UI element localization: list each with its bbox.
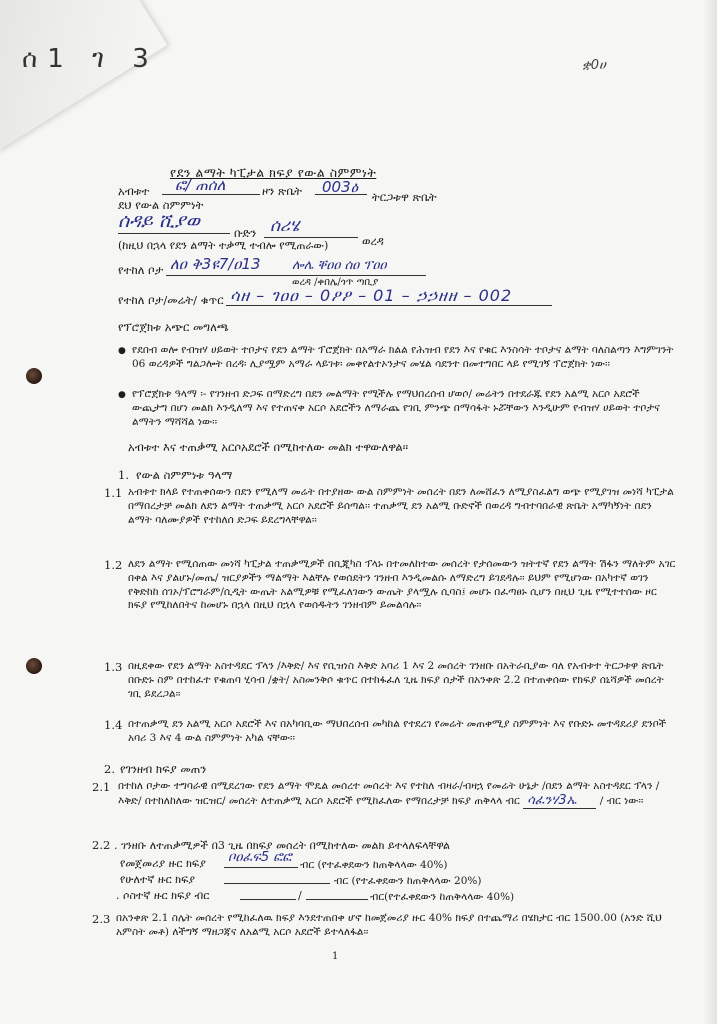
- plot-value: ሳዘ – ገዐዐ – 0ዖዖ – 01 – ኃኃዘዘ – 002: [230, 286, 513, 305]
- id-label: ዞን ጽቤት: [262, 184, 303, 198]
- section-2-number: 2.: [104, 762, 115, 776]
- payment-2-suffix: ብር (የተፈቀደውን ከጠቅላላው 20%): [334, 875, 482, 887]
- payment-1-value: ቦዐፈፍ5 ፎፎ: [228, 850, 292, 865]
- project-heading: የፕሮጀክቱ አጭር መግለጫ: [118, 320, 229, 334]
- para-2-1-number: 2.1: [92, 780, 111, 794]
- para-2-1-text-a: በተከለ ቦታው ተግባራዊ በሚደረገው የደን ልማት ሞዴል መሰረተ መሰረት እና የተከለ ብዛራ/ብዛኋ የመሬት ሁኔታ /በደን ልማት አስተዳደር ፕላን /እቅድ/ በተከለከለው ዝርዝር/ መሰረት ለተጠቃሚ አርሶ አደሮች የሚከፈለው የማበረታቻ ክፍያ ጠቅላላ ብር: [118, 780, 660, 807]
- woreda-label: ወረዳ: [362, 234, 384, 248]
- actor-value: ፎ/ ጠሰለ: [175, 176, 226, 194]
- document-title: የደን ልማት ካፒታል ክፍያ የውል ስምምነት: [170, 165, 377, 180]
- bullet-text-2: የፕሮጀክቱ ዓላማ ፡- የገንዘብ ድጋፍ በማድረግ በደን መልማት የሚችሉ የማህበረሰብ ሆወሶ/ መሬትን በተደራጁ የደን አልሚ አርሶ አደሮች ውጪታግ በሆነ መልክ እንዲለማ እና የተጠናቀ አርሶ አደሮችን ለማራጨ የገቢ ምንጭ በማሳፋት ኑሯቸውን እንዲሁም የብዝሃ ሀይወት ተቦታና ልማትን ማሻሻል ነው፡፡: [132, 388, 660, 428]
- payment-3-label: . ሶስተኛ ዙር ክፍያ ብር: [116, 889, 210, 902]
- total-amount-value: ሳፈንሃ3ኤ: [523, 793, 596, 809]
- payment-3-line-b: [306, 898, 368, 900]
- bullet-icon: ●: [118, 346, 126, 356]
- payment-3-suffix: ብር(የተፈቀደውን ከጠቅላላው 40%): [370, 891, 515, 903]
- binder-hole-icon: [26, 368, 42, 384]
- signer-line: [118, 232, 230, 234]
- region-value: ሰሪሄ: [270, 216, 300, 236]
- payment-2-line: [224, 882, 330, 884]
- plot-line: [226, 304, 552, 306]
- section-1-number: 1.: [118, 468, 129, 482]
- region-line: [264, 236, 358, 238]
- para-2-3-text: በአንቀጽ 2.1 ስሌት መሰረት የሚከፈለዉ ክፍያ እንደተጠበቀ ሆኖ ከመጀመሪያ ዙር 40% ክፍያ በተጨማሪ በሄክታር ብር 1500.00 (አንድ ሺህ አምስት መቶ) ለችግኝ ማዘጋጃና ለአልሚ አርሶ አደሮች ይተላለፋል፡፡: [116, 912, 662, 938]
- folded-corner: [0, 0, 167, 151]
- top-right-mark: ቋ0ሀ: [582, 58, 606, 73]
- binder-hole-icon: [26, 658, 42, 674]
- bullet-icon: ●: [118, 390, 126, 400]
- office-label: ትርጋቱዋ ጽቤት: [372, 190, 437, 204]
- para-1-2-text: ለደን ልማት የሚሰጠው መነሻ ካፒታል ተጠቃሚዎች በቢጂካስ ፕላኑ በተመለከተው መሰረት የታሰመውን ዝትተኛ የደን ልማት ሽፋን ማለትም አገር በቀል እና ያልሆኑ/መጤ/ ዝርያዎችን ማልማት እልቸሉ የወሰደትን ገንዘብ እንዲመልሱ ለማድረግ ይገደዳሉ፡፡ ይህም የሚሆነው በአካተኛ ወገን የቅድከከ ሰገኦ/ፕሮግራም/ሲዲት ውጤት አልሚዎቹ የሚፈለገውን ውጤት ያላሟሉ ሲባስ፤ መሆኑ በፈጣፀኑ ሲሆን በዚህ ጊዜ የሚተተሰው ዞር ክፍያ የሚከለበትና ከመሆኑ በኋላ በዚህ በኋላ የወሰዱትን ገንዘብም ይመልሳሉ፡፡: [128, 558, 676, 612]
- section-2-title: የገንዘብ ክፍያ መጠን: [120, 762, 207, 776]
- para-2-1-text: [118, 780, 674, 809]
- payment-3-slash: /: [298, 889, 302, 902]
- para-1-3-number: 1.3: [104, 660, 123, 674]
- corner-handwritten-mark: ሰ1 ገ 3: [22, 44, 159, 74]
- page-number: 1: [332, 951, 339, 962]
- para-1-2-number: 1.2: [104, 558, 123, 572]
- kebele-hand-second: ሎሌ ቐዐዐ ሰዐ ፕዐዐ: [292, 258, 387, 273]
- actor-label: አብቱተ: [118, 184, 150, 198]
- kebele-label: የተከለ ቦታ: [118, 263, 164, 277]
- payment-1-suffix: ብር (የተፈቀደውን ከጠቅላላው 40%): [300, 859, 448, 871]
- para-2-1-text-b: / ብር ነው፡፡: [599, 794, 644, 807]
- para-2-2-number: 2.2: [92, 838, 111, 852]
- note-line: (ከዚህ በኋላ የደን ልማት ተቃሚ ተብሎ የሚጠራው): [118, 239, 329, 252]
- para-2-2-text: . ገንዘቡ ለተጠቃሚዎች በ3 ጊዜ በክፍያ መሰረት በሚከተለው መልክ ይተላለፍላቸዋል: [114, 839, 451, 852]
- para-1-3-text: በዚደቀው የደን ልማት አስተዳደር ፕላን /እቅድ/ እና የቢዝነስ እቅድ አባሪ 1 እና 2 መሰረት ገንዘቡ በአትራቢያው ባለ የአብቱተ ትርጋቱዋ ጽቤት በቡድኑ ስም በተከፈተ የቁጠባ ሂሳብ /ቋት/ አስመንቅሶ ቁጥር በተከፋፈለ ጊዜ ክፍያ ሰታች በአንቀጽ 2.2 በተጠቀሰው የክፍያ ሰኒሻዎች መሰረት ገቢ ይደረጋል፡፡: [128, 660, 664, 700]
- payment-1-label: የመጀመሪያ ዙር ክፍያ: [120, 857, 206, 870]
- id-value: 003ዕ: [322, 178, 359, 196]
- section-1-title: የውል ስምምነቱ ዓላማ: [136, 468, 233, 482]
- para-1-4-text: በተጠቃሚ ደን አልሚ አርሶ አደሮች እና በአካባቢው ማህበረሰብ መካከል የተደረገ የመሬት መጠቀሚያ ስምምነት እና የቡድኑ መተዳደሪያ ደንቦች አባሪ 3 እና 4 ውል ስምምነት አካል ናቸው፡፡: [128, 718, 667, 744]
- region-label: ቡድን: [234, 226, 257, 240]
- payment-2-label: የሁለተኛ ዙር ክፍያ: [120, 873, 196, 886]
- para-1-1-text: አብቱተ ክላይ የተጠቀሰውን በደን የሚለማ መሬት በተያዘው ውል ስምምነት መሰረት በደን ለመሸፈን ለሚያስፈልግ ወጭ የሚያገዝ መነሻ ካፒታል በማበረታቻ መልክ ለደን ልማት ተጠቃሚ አርሶ አደሮች ይሰጣል፡፡ ተጠቃሚ ደን አልሚ ቡድኖች በወረዳ ግብተባበራዊ ጽቤት አማካኝነት በደን ልማት ባለሙያዎች የተከለሰ ድጋፍ ይደረግላቸዋል፡፡: [128, 486, 674, 526]
- signer-value: ሰዳይ ሺያወ: [118, 210, 200, 232]
- intro-line: አብቱተ እና ተጠቃሚ አርሶአደሮች በሚከተለው መልክ ተዋውለዋል፡፡: [128, 440, 409, 454]
- kebele-value: ለዐ ቅ3ዩ7/ዐ13: [170, 255, 261, 273]
- payment-3-line-a: [240, 898, 296, 900]
- kebele-line: [166, 274, 426, 276]
- kebele-sub-label: ወረዳ /ቀበሌ/ጎጥ ጣቢያ: [292, 277, 379, 288]
- para-2-3-number: 2.3: [92, 912, 111, 926]
- para-1-4-number: 1.4: [104, 718, 123, 732]
- para-1-1-number: 1.1: [104, 486, 123, 500]
- payment-1-line: [224, 866, 298, 868]
- plot-label: የተከለ ቦታ/መሬት/ ቁጥር: [118, 293, 224, 307]
- bullet-text-1: የደበብ ወሎ የብዝሃ ሀይወት ተቦታና የደን ልማት ፕሮጀክት በአማራ ክልል የሕዝብ የደን እና የቁር እንስሳት ተቦታና ልማት ባለስልጣን እግምገንት 06 ወረዳዎች ግልጋሎት በረዳ፡ ሊያሟም አማራ ላይገቱ፡ መቀየልተኦንታና መሄል ሳደንተ በመተግበር ላይ የሚገኝ ፕሮጀክት ነው፡፡: [132, 344, 674, 370]
- contract-label: ደህ የውል ስምምነት: [118, 198, 204, 212]
- page-edge-shadow: [703, 0, 717, 1024]
